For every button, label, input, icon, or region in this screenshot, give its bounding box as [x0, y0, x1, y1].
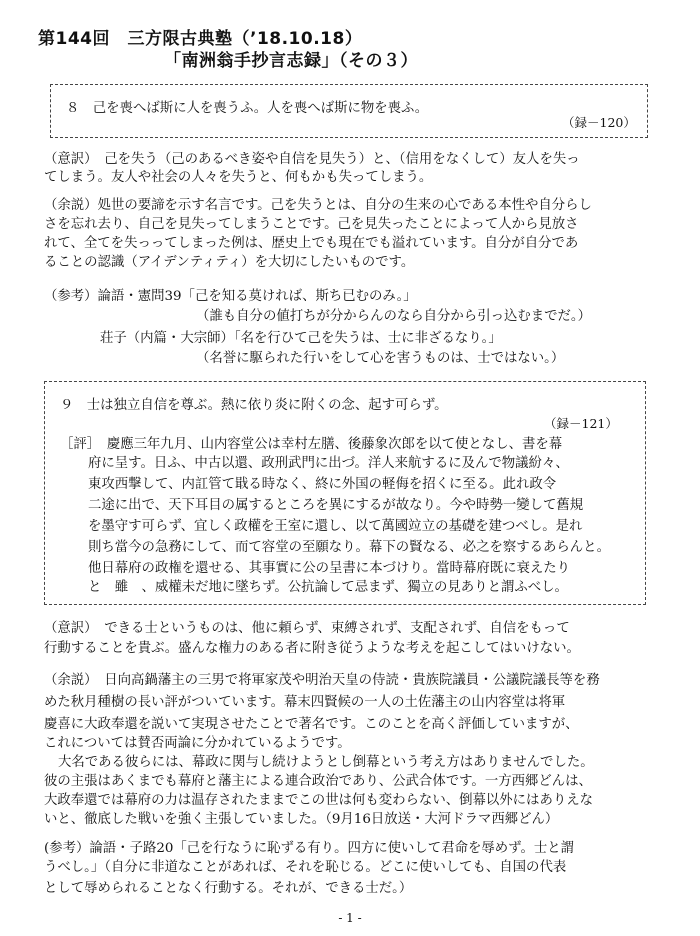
page-subtitle: 「南洲翁手抄言志録」（その３） — [164, 51, 418, 71]
text-line: さを忘れ去り、自己を見失ってしまうことです。己を見失ったことによって人から見放さ — [44, 217, 579, 232]
text-line: （参考）論語・憲問39「己を知る莫ければ、斯ち已むのみ。」 — [44, 289, 417, 304]
text-line: これについては賛否両論に分かれているようです。 — [44, 736, 351, 751]
text-line: (参考）論語・子路20「己を行なうに恥ずる有り。四方に使いして君命を辱めず。士と謂 — [44, 841, 575, 856]
text-line: 荘子（内篇・大宗師）「名を行ひて己を失うは、士に非ざるなり。」 — [100, 331, 502, 346]
commentary-line: 則ち當今の急務にして、而て容堂の至願なり。幕下の賢なる、必之を察するあらんと。 — [88, 540, 610, 555]
commentary-line: ［評］ 慶應三年九月、山内容堂公は幸村左膳、後藤象次郎を以て使となし、書を幕 — [60, 437, 563, 452]
text-line: 行動することを貴ぶ。盛んな権力のある者に附き従うような考えを起こしてはいけない。 — [44, 641, 580, 656]
text-line: ることの認識（アイデンティティ）を大切にしたいものです。 — [44, 255, 415, 270]
commentary-line: 東攻西撃して、内訌管て戢る時なく、終に外国の軽侮を招くに至る。此れ政令 — [88, 477, 557, 492]
maxim-8-text: ８ 己を喪へば斯に人を喪うふ。人を喪へば斯に物を喪ふ。 — [66, 101, 429, 116]
maxim-9-text: ９ 士は独立自信を尊ぶ。熱に依り炎に附くの念、起す可らず。 — [60, 398, 448, 413]
page-title: 第144回 三方限古典塾（’18.10.18） — [38, 29, 363, 49]
text-line: てしまう。友人や社会の人々を失うと、何もかも失ってしまう。 — [44, 170, 433, 185]
text-line: れて、全てを失っってしまった例は、歴史上でも現在でも溢れています。自分が自分であ — [44, 236, 579, 251]
text-line: （意訳） 己を失う（己のあるべき姿や自信を見失う）と、（信用をなくして）友人を失っ — [44, 152, 580, 167]
text-line: 慶喜に大政奉還を説いて実現させたことで著名です。このことを高く評価していますが、 — [44, 717, 579, 732]
text-line: うべし。」（自分に非道なことがあれば、それを恥じる。どこに使いしても、自国の代表 — [44, 860, 567, 875]
commentary-line: と 雖 、威權未だ地に墜ちず。公抗論して忌まず、獨立の見ありと謂ふべし。 — [88, 580, 568, 595]
commentary-line: 他日幕府の政権を還せる、其事實に公の呈書に本づけり。當時幕府既に衰えたり — [88, 561, 571, 576]
commentary-line: 二途に出で、天下耳目の属するところを異にするが故なり。今や時勢一變して舊規 — [88, 498, 584, 513]
text-line: いと、徹底した戦いを強く主張していました。（9月16日放送・大河ドラマ西郷どん） — [44, 812, 559, 827]
commentary-line: を墨守す可らず、宜しく政權を王室に還し、以て萬國竝立の基礎を建つべし。是れ — [88, 519, 583, 534]
text-line: （余説）処世の要諦を示す名言です。己を失うとは、自分の生来の心である本性や自分らし — [44, 198, 592, 213]
text-line: （名誉に駆られた行いをして心を害うものは、士ではない。） — [196, 351, 565, 366]
text-line: として辱められることなく行動する。それが、できる士だ。） — [44, 881, 413, 896]
text-line: （誰も自分の値打ちが分からんのなら自分から引っ込むまでだ。） — [196, 309, 592, 324]
text-line: 大政奉還では幕府の力は温存されたままでこの世は何も変わらない、倒幕以外にはありえな — [44, 793, 594, 808]
text-line: （意訳） できる士というものは、他に頼らず、束縛されず、支配されず、自信をもって — [44, 621, 570, 636]
commentary-line: 府に呈す。日ふ、中古以還、政刑武門に出づ。洋人来航するに及んで物議紛々、 — [88, 456, 569, 471]
maxim-8-ref: （録－120） — [562, 115, 636, 130]
text-line: 彼の主張はあくまでも幕府と藩主による連合政治であり、公武合体です。一方西郷どんは、 — [44, 774, 592, 789]
page-number: - 1 - — [338, 911, 362, 925]
text-line: 大名である彼らには、幕政に関与し続けようとし倒幕という考え方はありませんでした。 — [58, 755, 594, 770]
text-line: （余説） 日向高鍋藩主の三男で将軍家茂や明治天皇の侍読・貴族院議員・公議院議長等を務 — [44, 673, 600, 688]
text-line: めた秋月種樹の長い評がついています。幕末四賢候の一人の土佐藩主の山内容堂は将軍 — [44, 695, 566, 710]
maxim-9-ref: （録－121） — [544, 416, 618, 431]
